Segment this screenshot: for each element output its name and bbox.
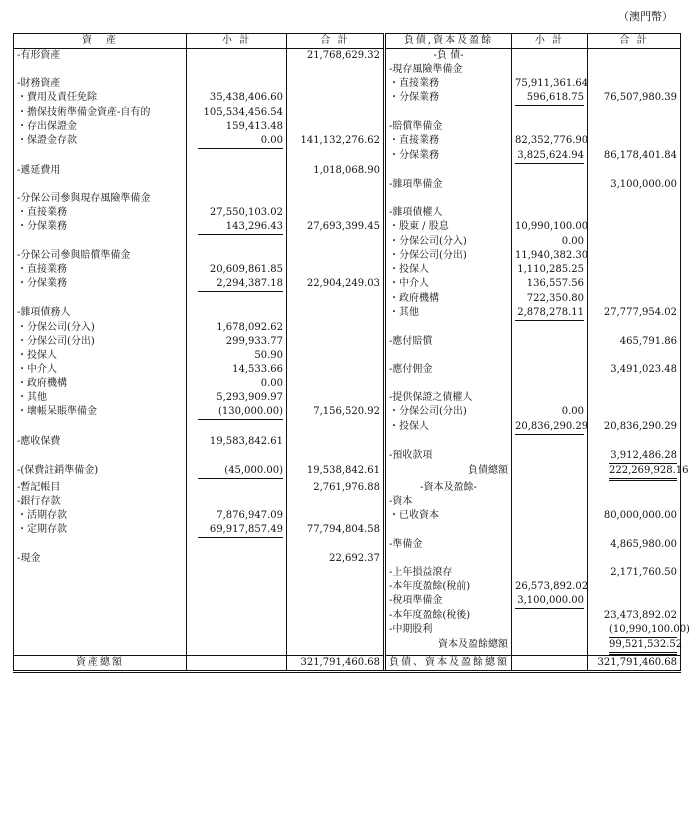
asset-label: -遞延費用 (17, 165, 61, 176)
liability-label: -資本 (389, 496, 413, 507)
table-body (14, 49, 690, 656)
asset-subtotal: 35,438,406.60 (209, 92, 283, 103)
liability-label: ・直接業務 (389, 135, 439, 146)
asset-total: 7,156,520.92 (313, 406, 380, 417)
table-row (14, 594, 681, 609)
liability-label: -上年損益滾存 (389, 567, 453, 578)
header-assets: 資 產 (14, 34, 187, 49)
liability-label: -預收款項 (389, 450, 433, 461)
liability-subtotal: 75,911,361.64 (515, 78, 589, 89)
asset-subtotal: (130,000.00) (198, 405, 283, 420)
asset-subtotal: 1,678,092.62 (216, 322, 283, 333)
asset-label: ・投保人 (17, 350, 57, 361)
liability-subtotal: 0.00 (561, 406, 584, 417)
liability-label: -賠償準備金 (389, 121, 443, 132)
table-row (14, 405, 681, 420)
asset-label: ・分保業務 (17, 278, 67, 289)
liability-label: ・分保業務 (389, 92, 439, 103)
table-row (14, 335, 681, 349)
asset-subtotal: 27,550,103.02 (209, 207, 283, 218)
table-row (14, 106, 681, 120)
liability-label: -現存風險準備金 (389, 64, 463, 75)
liability-total: 222,269,928.16 (609, 464, 677, 481)
header-total-left: 合 計 (287, 34, 385, 49)
liability-subtotal: 26,573,892.02 (515, 581, 589, 592)
liability-label: -中期股利 (389, 624, 433, 635)
table-row (14, 91, 681, 106)
asset-subtotal: 2,294,387.18 (198, 277, 283, 292)
liability-label: -雜項準備金 (389, 179, 443, 190)
liability-label: -準備金 (389, 539, 423, 550)
liability-total: 27,777,954.02 (603, 307, 677, 318)
liability-label: ・直接業務 (389, 78, 439, 89)
table-row (14, 349, 681, 363)
liability-total: 80,000,000.00 (603, 510, 677, 521)
liability-label: ・分保公司(分出) (389, 406, 467, 417)
balance-sheet-table (13, 33, 690, 673)
table-row (14, 134, 681, 149)
asset-label: -銀行存款 (17, 496, 61, 507)
asset-subtotal: 143,296.43 (198, 220, 283, 235)
header-subtotal-left: 小 計 (187, 34, 287, 49)
liability-subtotal: 20,836,290.29 (515, 420, 584, 435)
asset-label: -現金 (17, 553, 41, 564)
liability-label: ・政府機構 (389, 293, 439, 304)
asset-subtotal: 19,583,842.61 (209, 436, 283, 447)
asset-label: ・分保業務 (17, 221, 67, 232)
asset-total: 1,018,068.90 (313, 165, 380, 176)
asset-label: -(保費註銷準備金) (17, 465, 99, 476)
liability-subtotal: 3,825,624.94 (515, 149, 584, 164)
table-row (14, 580, 681, 594)
asset-subtotal: 50.90 (254, 350, 283, 361)
asset-label: ・定期存款 (17, 524, 67, 535)
liability-subtotal: 10,990,100.00 (515, 221, 589, 232)
table-row (14, 449, 681, 464)
table-row (14, 391, 681, 405)
liability-subtotal: 2,878,278.11 (515, 306, 584, 321)
table-row (14, 292, 681, 306)
liability-label: 負債總額 (468, 465, 508, 476)
asset-subtotal: 299,933.77 (225, 336, 283, 347)
asset-label: -財務資產 (17, 78, 61, 89)
liability-label: ・其他 (389, 307, 419, 318)
total-liabilities-value: 321,791,460.68 (588, 656, 681, 672)
asset-label: ・費用及責任免除 (17, 92, 97, 103)
liability-total: 99,521,532.52 (609, 638, 677, 655)
liability-subtotal: 11,940,382.30 (515, 250, 589, 261)
total-assets-value: 321,791,460.68 (287, 656, 385, 672)
table-row (14, 377, 681, 391)
asset-subtotal: (45,000.00) (198, 464, 283, 479)
asset-subtotal: 0.00 (260, 378, 283, 389)
liability-label: -提供保證之債權人 (389, 392, 473, 403)
liability-label: ・中介人 (389, 278, 429, 289)
asset-label: -雜項債務人 (17, 307, 71, 318)
header-subtotal-right: 小 計 (512, 34, 588, 49)
liability-label: -雜項債權人 (389, 207, 443, 218)
asset-label: ・分保公司(分出) (17, 336, 95, 347)
asset-subtotal: 5,293,909.97 (216, 392, 283, 403)
table-row (14, 609, 681, 623)
table-row (14, 120, 681, 134)
table-row (14, 306, 681, 321)
total-assets-label: 資產總額 (14, 656, 187, 672)
asset-label: ・分保公司(分入) (17, 322, 95, 333)
header-total-right: 合 計 (588, 34, 681, 49)
liability-total: 3,912,486.28 (609, 449, 677, 464)
footer-row (14, 656, 681, 672)
asset-label: -應收保費 (17, 436, 61, 447)
table-row (14, 77, 681, 91)
table-row (14, 523, 681, 538)
asset-total: 21,768,629.32 (306, 50, 380, 61)
table-row (14, 566, 681, 580)
liability-label: ・分保業務 (389, 150, 439, 161)
asset-label: ・其他 (17, 392, 47, 403)
asset-total: 77,794,804.58 (306, 524, 380, 535)
liability-total: 3,100,000.00 (610, 179, 677, 190)
table-row (14, 235, 681, 249)
liability-total: 4,865,980.00 (610, 539, 677, 550)
asset-subtotal: 0.00 (198, 134, 283, 149)
liability-total: (10,990,100.00) (609, 623, 677, 638)
asset-total: 22,692.37 (329, 553, 380, 564)
liability-subtotal: 136,557.56 (526, 278, 584, 289)
table-row (14, 495, 681, 509)
currency-note: （澳門幣） (618, 10, 673, 23)
table-row (14, 164, 681, 178)
liability-total: 465,791.86 (619, 336, 677, 347)
liability-label: -本年度盈餘(稅前) (389, 581, 471, 592)
table-row (14, 538, 681, 552)
header-liabilities: 負債,資本及盈餘 (385, 34, 512, 49)
liability-total: 20,836,290.29 (603, 421, 677, 432)
table-row (14, 178, 681, 192)
table-row (14, 277, 681, 292)
liability-label: -稅項準備金 (389, 595, 443, 606)
table-row (14, 249, 681, 263)
asset-label: ・存出保證金 (17, 121, 77, 132)
table-row (14, 220, 681, 235)
asset-label: ・活期存款 (17, 510, 67, 521)
table-row (14, 263, 681, 277)
table-row (14, 509, 681, 523)
total-liabilities-label: 負債、資本及盈餘總額 (385, 656, 512, 672)
table-row (14, 192, 681, 206)
liability-label: -負 債- (433, 50, 464, 61)
asset-label: ・直接業務 (17, 264, 67, 275)
asset-subtotal: 20,609,861.85 (209, 264, 283, 275)
asset-label: -有形資產 (17, 50, 61, 61)
footer-subtotal-right (512, 656, 588, 672)
table-row (14, 363, 681, 377)
liability-label: ・投保人 (389, 421, 429, 432)
liability-subtotal: 3,100,000.00 (515, 594, 584, 609)
liability-label: 資本及盈餘總額 (438, 639, 508, 650)
asset-label: ・擔保技術準備金資產-自有的 (17, 107, 151, 118)
table-row (14, 49, 681, 64)
table-row (14, 623, 681, 638)
asset-label: -暫記帳目 (17, 482, 61, 493)
asset-subtotal: 105,534,456.54 (203, 107, 283, 118)
table-row (14, 149, 681, 164)
asset-label: ・壞帳呆賬準備金 (17, 406, 97, 417)
table-row (14, 552, 681, 566)
asset-label: ・直接業務 (17, 207, 67, 218)
asset-total: 22,904,249.03 (306, 278, 380, 289)
liability-total: 3,491,023.48 (610, 364, 677, 375)
asset-label: -分保公司參與賠償準備金 (17, 250, 131, 261)
liability-subtotal: 722,350.80 (526, 293, 584, 304)
liability-label: ・分保公司(分出) (389, 250, 467, 261)
asset-label: ・政府機構 (17, 378, 67, 389)
liability-label: ・股東 / 股息 (389, 221, 449, 232)
table-row (14, 464, 681, 481)
liability-label: ・已收資本 (389, 510, 439, 521)
liability-label: -資本及盈餘- (420, 482, 477, 493)
liability-subtotal: 82,352,776.90 (515, 135, 589, 146)
liability-subtotal: 1,110,285.25 (517, 264, 584, 275)
liability-total: 76,507,980.39 (603, 92, 677, 103)
table-row (14, 638, 681, 655)
liability-total: 23,473,892.02 (603, 610, 677, 621)
liability-label: -應付佣金 (389, 364, 433, 375)
table-row (14, 206, 681, 220)
liability-total: 2,171,760.50 (610, 567, 677, 578)
asset-label: ・中介人 (17, 364, 57, 375)
asset-total: 2,761,976.88 (313, 482, 380, 493)
liability-label: ・分保公司(分入) (389, 236, 467, 247)
header-row (14, 34, 681, 49)
asset-total: 27,693,399.45 (306, 221, 380, 232)
table-row (14, 481, 681, 495)
liability-label: -應付賠償 (389, 336, 433, 347)
asset-subtotal: 7,876,947.09 (216, 510, 283, 521)
asset-total: 141,132,276.62 (300, 135, 380, 146)
table-row (14, 435, 681, 449)
liability-label: -本年度盈餘(稅後) (389, 610, 471, 621)
asset-label: ・保證金存款 (17, 135, 77, 146)
asset-subtotal: 14,533.66 (232, 364, 283, 375)
table-row (14, 63, 681, 77)
table-row (14, 420, 681, 435)
liability-subtotal: 0.00 (561, 236, 584, 247)
asset-total: 19,538,842.61 (306, 465, 380, 476)
table-row (14, 321, 681, 335)
liability-label: ・投保人 (389, 264, 429, 275)
asset-subtotal: 159,413.48 (225, 121, 283, 132)
liability-total: 86,178,401.84 (603, 150, 677, 161)
footer-subtotal-left (187, 656, 287, 672)
liability-subtotal: 596,618.75 (515, 91, 584, 106)
asset-subtotal: 69,917,857.49 (198, 523, 283, 538)
asset-label: -分保公司參與現存風險準備金 (17, 193, 151, 204)
